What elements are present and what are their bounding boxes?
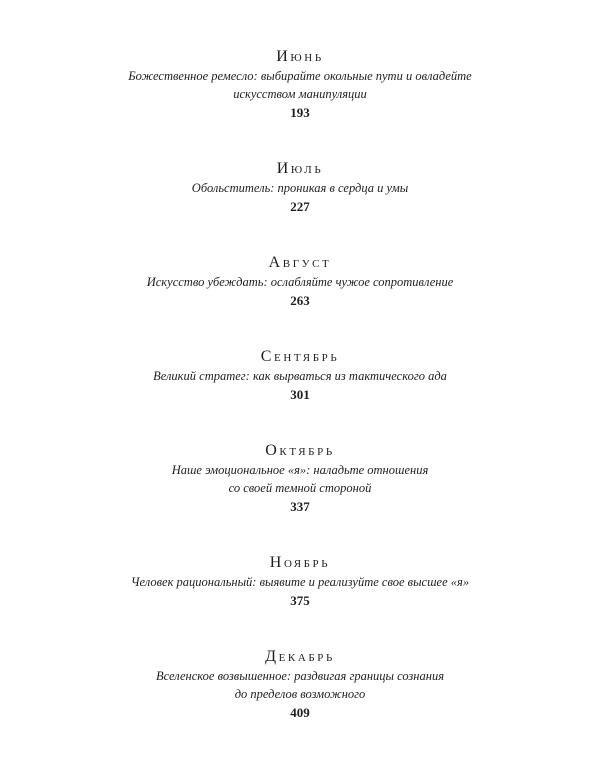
month-title: Ноябрь bbox=[269, 554, 331, 571]
chapter-subtitle-line: до пределов возможного bbox=[234, 687, 366, 701]
table-of-contents bbox=[0, 47, 600, 759]
toc-entry-august bbox=[0, 253, 600, 310]
month-title: Июль bbox=[276, 160, 324, 177]
month-title: Октябрь bbox=[265, 442, 335, 459]
toc-entry-july bbox=[0, 159, 600, 216]
chapter-subtitle-line: Божественное ремесло: выбирайте окольные пути и овладейте bbox=[128, 69, 472, 83]
page-number: 337 bbox=[290, 499, 310, 514]
chapter-subtitle-line: Великий стратег: как вырваться из тактического ада bbox=[153, 369, 447, 383]
month-title: Сентябрь bbox=[260, 348, 340, 365]
toc-entry-december bbox=[0, 647, 600, 722]
page-number: 409 bbox=[290, 705, 310, 720]
chapter-subtitle-line: искусством манипуляции bbox=[233, 87, 367, 101]
toc-entry-october bbox=[0, 441, 600, 516]
chapter-subtitle-line: со своей темной стороной bbox=[228, 481, 372, 495]
toc-entry-september bbox=[0, 347, 600, 404]
chapter-subtitle-line: Человек рациональный: выявите и реализуйте свое высшее «я» bbox=[130, 575, 470, 589]
toc-entry-june bbox=[0, 47, 600, 122]
page-number: 375 bbox=[290, 593, 310, 608]
page-number: 193 bbox=[290, 105, 310, 120]
toc-entry-november bbox=[0, 553, 600, 610]
chapter-subtitle-line: Искусство убеждать: ослабляйте чужое сопротивление bbox=[146, 275, 454, 289]
chapter-subtitle-line: Наше эмоциональное «я»: наладьте отношения bbox=[171, 463, 429, 477]
month-title: Декабрь bbox=[265, 648, 335, 665]
chapter-subtitle-line: Вселенское возвышенное: раздвигая границы сознания bbox=[155, 669, 445, 683]
page-number: 263 bbox=[290, 293, 310, 308]
page-number: 227 bbox=[290, 199, 310, 214]
chapter-subtitle-line: Обольститель: проникая в сердца и умы bbox=[191, 181, 409, 195]
month-title: Июнь bbox=[276, 48, 324, 65]
month-title: Август bbox=[268, 254, 332, 271]
page-number: 301 bbox=[290, 387, 310, 402]
